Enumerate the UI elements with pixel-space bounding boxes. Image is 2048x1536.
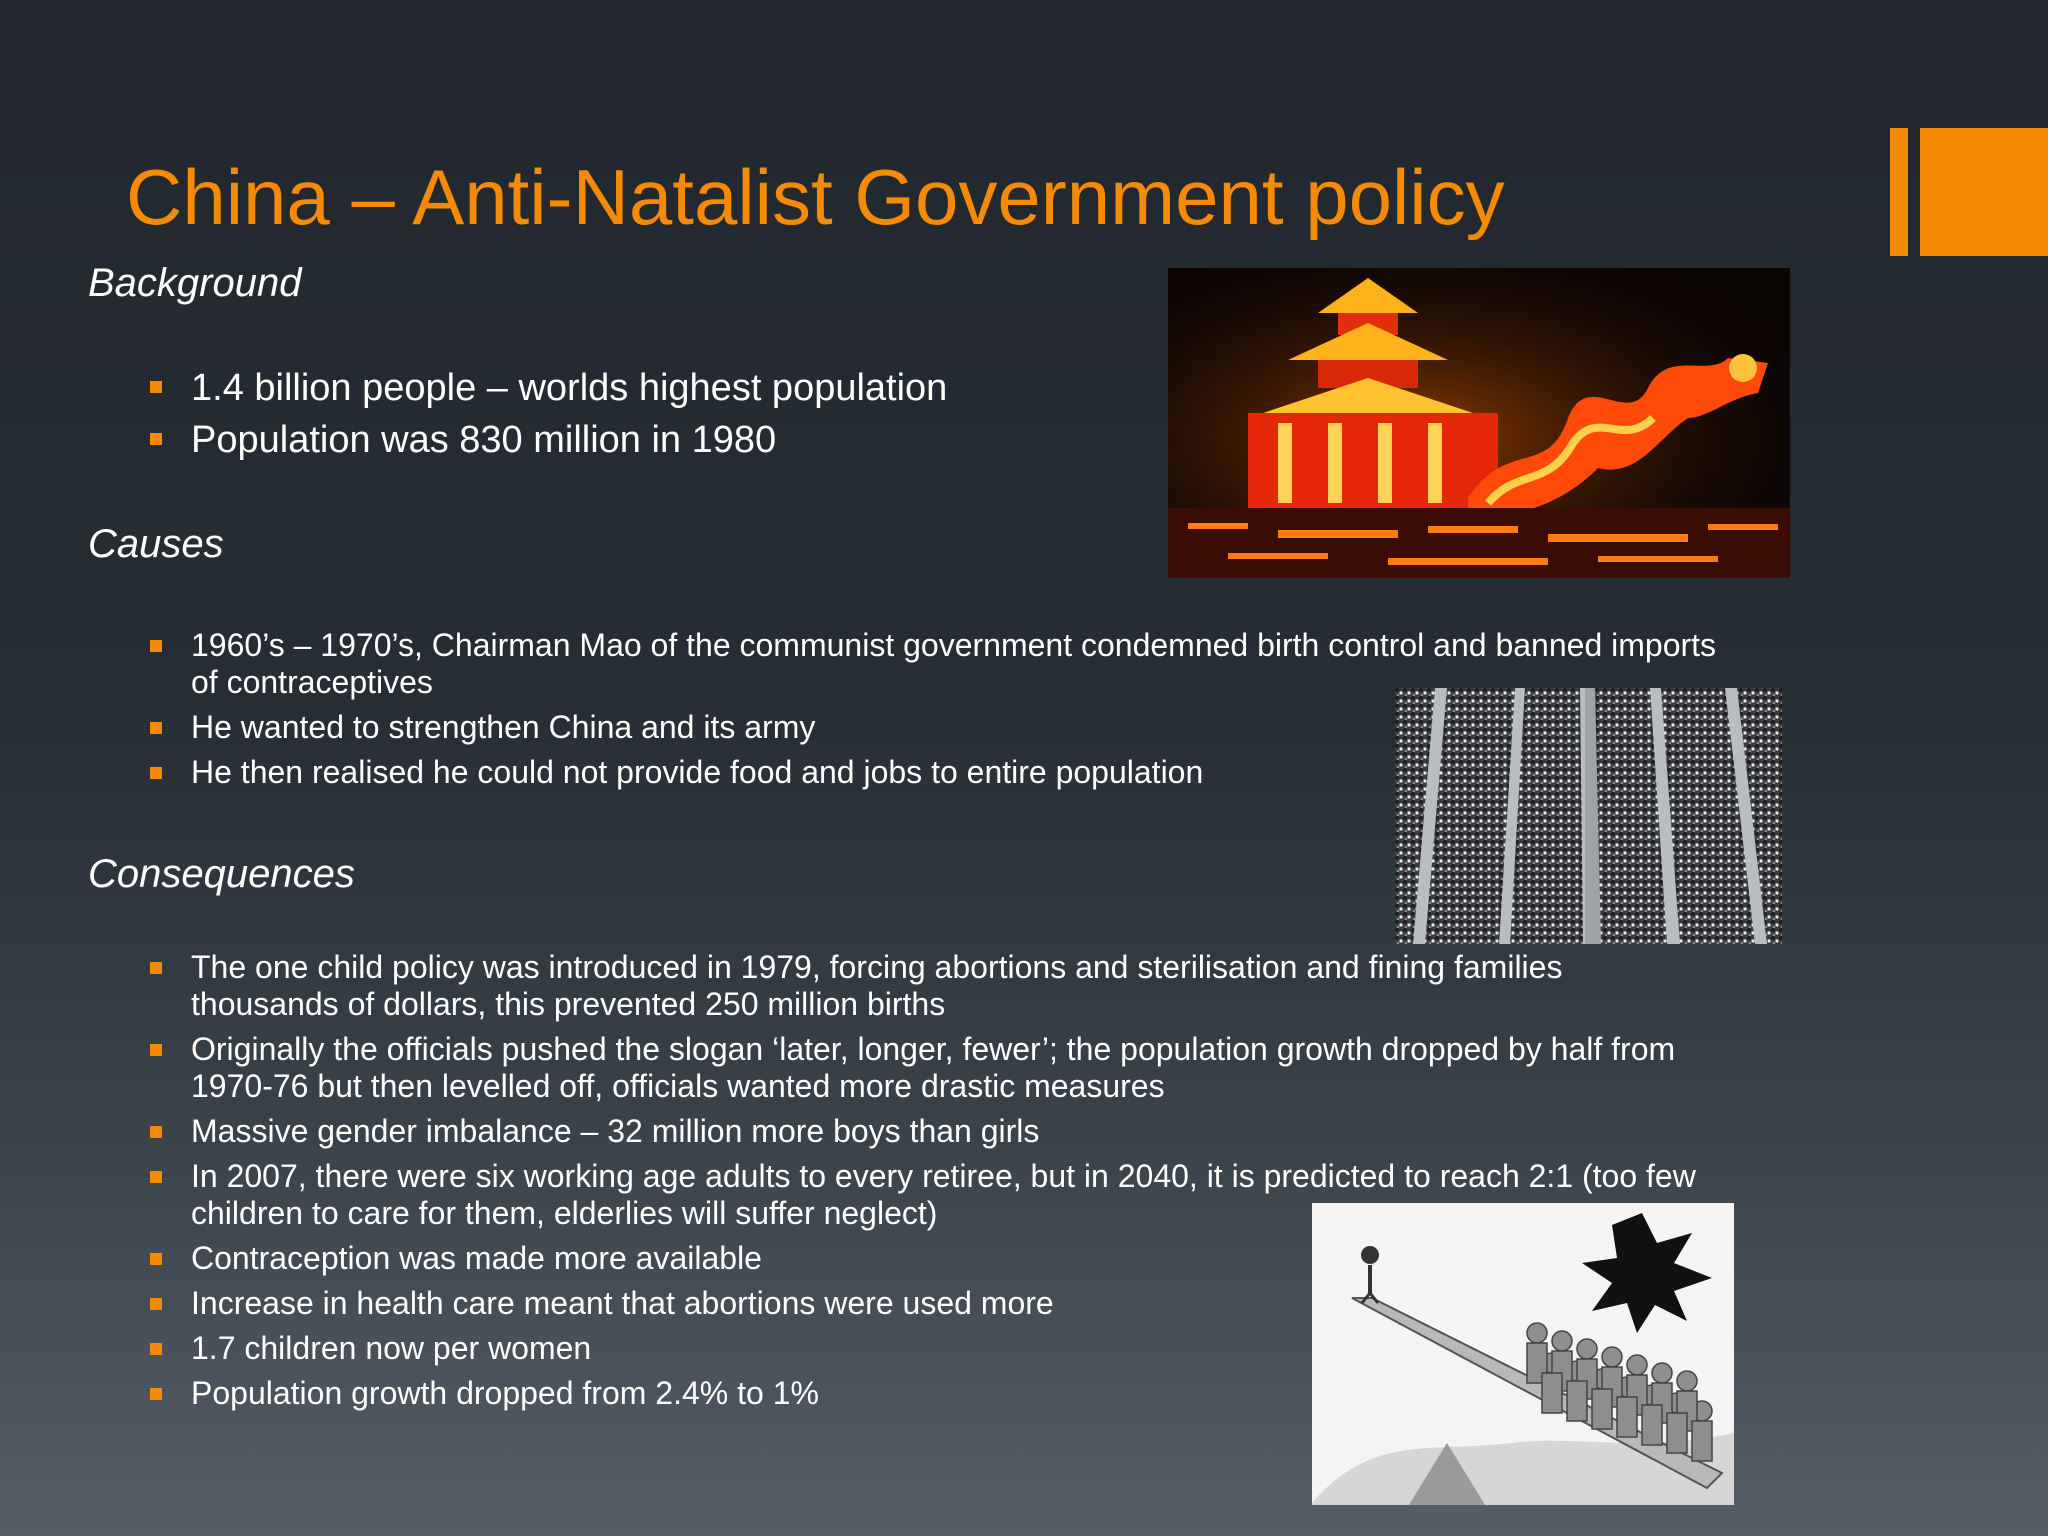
bullet-marker <box>150 1298 162 1310</box>
list-item: Increase in health care meant that abortions were used more <box>150 1285 1710 1322</box>
bullet-marker <box>150 1388 162 1400</box>
list-item: Massive gender imbalance – 32 million more boys than girls <box>150 1113 1710 1150</box>
bullet-marker <box>150 1126 162 1138</box>
crowd-escalator-graphic <box>1395 688 1782 944</box>
bullet-marker <box>150 767 162 779</box>
bullet-marker <box>150 433 162 445</box>
crowd-escalator-photo <box>1395 688 1782 944</box>
bullet-marker <box>150 1171 162 1183</box>
accent-bar-thin <box>1890 128 1908 256</box>
list-item: Contraception was made more available <box>150 1240 1710 1277</box>
heading-causes: Causes <box>88 522 224 566</box>
list-item: The one child policy was introduced in 1979, forcing abortions and sterilisation and fining families thousands of dollars, this prevented 250 million births <box>150 949 1711 1023</box>
seesaw-cartoon <box>1312 1203 1734 1505</box>
list-item: He then realised he could not provide food and jobs to entire population <box>150 754 1710 791</box>
bullet-marker <box>150 962 162 974</box>
seesaw-cartoon-graphic <box>1312 1203 1734 1505</box>
bullet-marker <box>150 1343 162 1355</box>
list-item: Population growth dropped from 2.4% to 1% <box>150 1375 1710 1412</box>
heading-consequences: Consequences <box>88 852 355 896</box>
bullet-marker <box>150 381 162 393</box>
dragon-lantern-graphic <box>1168 268 1790 578</box>
list-item: 1.4 billion people – worlds highest population <box>150 362 1110 414</box>
background-bullet-list <box>150 362 1110 466</box>
bullet-marker <box>150 640 162 652</box>
bullet-marker <box>150 1044 162 1056</box>
list-item: Population was 830 million in 1980 <box>150 414 1110 466</box>
list-item: 1960’s – 1970’s, Chairman Mao of the communist government condemned birth control and banned imports of contraceptives <box>150 627 1731 701</box>
bullet-marker <box>150 1253 162 1265</box>
list-item: He wanted to strengthen China and its army <box>150 709 1710 746</box>
list-item: In 2007, there were six working age adults to every retiree, but in 2040, it is predicted to reach 2:1 (too few children to care for them, elderlies will suffer neglect) <box>150 1158 1751 1232</box>
accent-bar-block <box>1920 128 2048 256</box>
slide-title: China – Anti-Natalist Government policy <box>126 153 1505 241</box>
list-item: 1.7 children now per women <box>150 1330 1710 1367</box>
dragon-lantern-photo <box>1168 268 1790 578</box>
list-item: Originally the officials pushed the slogan ‘later, longer, fewer’; the population growth dropped by half from 1970-76 but then levelled off, officials wanted more drastic measures <box>150 1031 1731 1105</box>
heading-background: Background <box>88 261 302 305</box>
bullet-marker <box>150 722 162 734</box>
